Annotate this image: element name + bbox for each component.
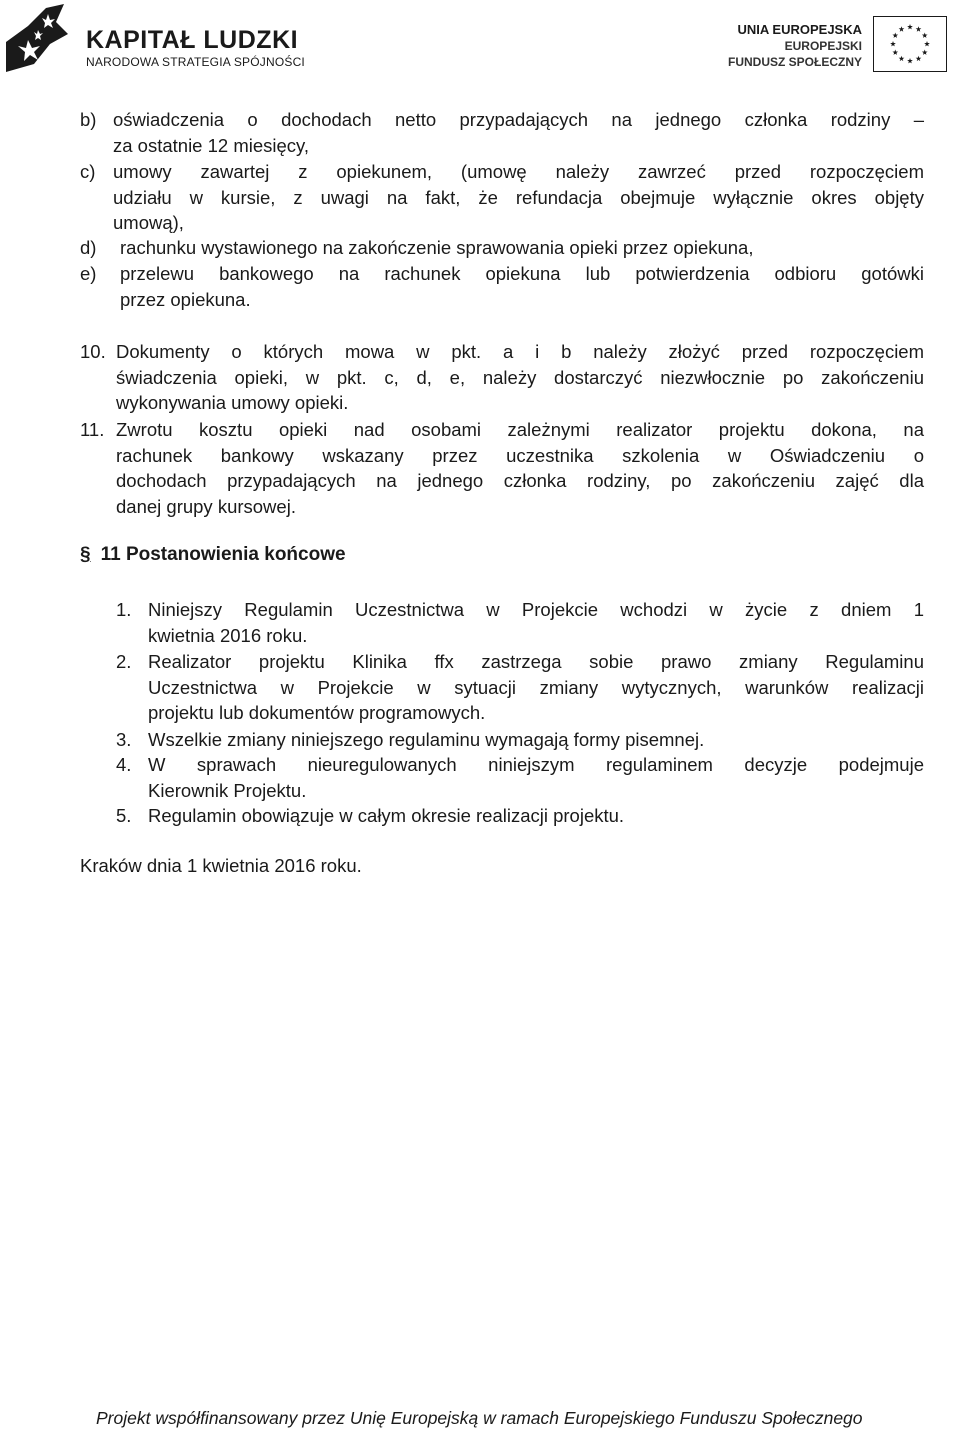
kapital-ludzki-logo — [6, 4, 80, 72]
page-footer: Projekt współfinansowany przez Unię Europejską w ramach Europejskiego Funduszu Społecznego — [96, 1408, 863, 1428]
list-marker: c) — [80, 161, 96, 182]
eu-label-line-3: FUNDUSZ SPOŁECZNY — [727, 55, 862, 69]
numbered-item-line: danej grupy kursowej. — [116, 495, 296, 517]
final-marker: 1. — [116, 599, 132, 620]
final-marker: 4. — [116, 754, 132, 775]
final-item-line: kwietnia 2016 roku. — [148, 624, 308, 646]
final-item-line: Realizator projektu Klinika ffx zastrzega sobie prawo zmiany Regulaminu — [148, 651, 924, 672]
section-symbol: § — [80, 544, 91, 565]
eu-flag-icon — [873, 16, 947, 72]
list-item-line: za ostatnie 12 miesięcy, — [113, 134, 310, 156]
list-item-line: umowy zawartej z opiekunem, (umowę należy zawrzeć przed rozpoczęciem — [113, 161, 924, 182]
program-title: KAPITAŁ LUDZKI — [86, 26, 299, 54]
list-marker: d) — [80, 237, 97, 258]
list-item-line: oświadczenia o dochodach netto przypadających na jednego członka rodziny – — [113, 109, 924, 130]
list-item-line: przelewu bankowego na rachunek opiekuna lub potwierdzenia odbioru gotówki — [120, 263, 924, 284]
numbered-item-line: Dokumenty o których mowa w pkt. a i b należy złożyć przed rozpoczęciem — [116, 341, 924, 362]
eu-label-line-2: EUROPEJSKI — [784, 39, 862, 53]
final-item-line: Niniejszy Regulamin Uczestnictwa w Projekcie wchodzi w życie z dniem 1 — [148, 599, 924, 620]
eu-label-line-1: UNIA EUROPEJSKA — [737, 22, 862, 37]
final-marker: 2. — [116, 651, 132, 672]
final-item-line: Wszelkie zmiany niniejszego regulaminu wymagają formy pisemnej. — [148, 729, 705, 750]
numbered-item-line: świadczenia opieki, w pkt. c, d, e, należy dostarczyć niezwłocznie po zakończeniu — [116, 366, 924, 388]
list-marker: b) — [80, 109, 97, 130]
numbered-item-line: wykonywania umowy opieki. — [116, 392, 349, 414]
program-subtitle: NARODOWA STRATEGIA SPÓJNOŚCI — [86, 55, 305, 69]
page-header — [0, 0, 960, 80]
final-marker: 3. — [116, 729, 132, 750]
numbered-item-line: Zwrotu kosztu opieki nad osobami zależnymi realizator projektu dokona, na — [116, 419, 924, 440]
closing-place-date: Kraków dnia 1 kwietnia 2016 roku. — [80, 855, 362, 876]
list-item-line: rachunku wystawionego na zakończenie sprawowania opieki przez opiekuna, — [120, 237, 754, 258]
final-item-line: W sprawach nieuregulowanych niniejszym regulaminem decyzje podejmuje — [148, 754, 924, 775]
final-marker: 5. — [116, 805, 132, 826]
final-item-line: Uczestnictwa w Projekcie w sytuacji zmiany wytycznych, warunków realizacji — [148, 676, 924, 698]
numbered-marker: 10. — [80, 341, 106, 362]
numbered-item-line: dochodach przypadających na jednego członka rodziny, po zakończeniu zajęć dla — [116, 470, 924, 492]
final-item-line: Regulamin obowiązuje w całym okresie realizacji projektu. — [148, 805, 625, 826]
list-item-line: umową), — [113, 212, 184, 234]
list-marker: e) — [80, 263, 97, 284]
section-heading — [80, 544, 346, 566]
numbered-item-line: rachunek bankowy wskazany przez uczestnika szkolenia w Oświadczeniu o — [116, 444, 924, 466]
eu-label — [728, 22, 862, 70]
numbered-marker: 11. — [80, 419, 105, 440]
section-title: 11 Postanowienia końcowe — [100, 544, 346, 565]
final-item-line: Kierownik Projektu. — [148, 779, 307, 801]
final-item-line: projektu lub dokumentów programowych. — [148, 702, 486, 724]
list-item-line: udziału w kursie, z uwagi na fakt, że refundacja obejmuje wyłącznie okres objęty — [113, 186, 924, 208]
list-item-line: przez opiekuna. — [120, 288, 251, 310]
